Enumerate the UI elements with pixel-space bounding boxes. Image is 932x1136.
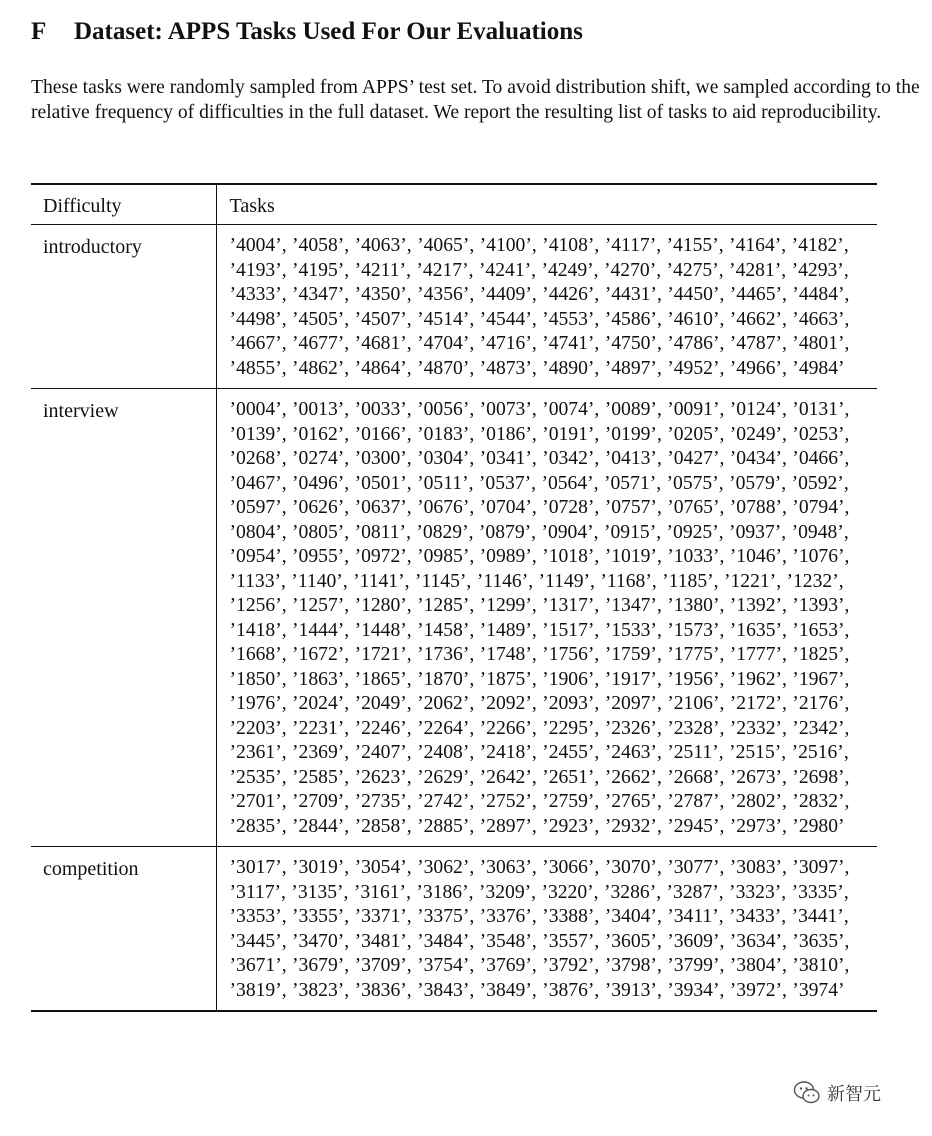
- tasks-table: [31, 183, 877, 1012]
- header-difficulty-label: Difficulty: [43, 195, 122, 217]
- table-row-interview: [31, 389, 877, 847]
- table-row-competition: [31, 847, 877, 1012]
- difficulty-cell: competition: [31, 847, 216, 1012]
- section-heading: [31, 18, 583, 46]
- tasks-table-wrapper: [31, 183, 877, 1012]
- tasks-list-introductory: ’4004’, ’4058’, ’4063’, ’4065’, ’4100’, ’4108’, ’4117’, ’4155’, ’4164’, ’4182’, ’4193’, ’4195’, ’4211’, ’4217’, ’4241’, ’4249’, ’4270’, ’4275’, ’4281’, ’4293’, ’4333’, ’4347’, ’4350’, ’4356’, ’4409’, ’4426’, ’4431’, ’4450’, ’4465’, ’4484’, ’4498’, ’4505’, ’4507’, ’4514’, ’4544’, ’4553’, ’4586’, ’4610’, ’4662’, ’4663’, ’4667’, ’4677’, ’4681’, ’4704’, ’4716’, ’4741’, ’4750’, ’4786’, ’4787’, ’4801’, ’4855’, ’4862’, ’4864’, ’4870’, ’4873’, ’4890’, ’4897’, ’4952’, ’4966’, ’4984’: [229, 235, 850, 379]
- section-number: F: [31, 18, 47, 45]
- tasks-list-interview: ’0004’, ’0013’, ’0033’, ’0056’, ’0073’, ’0074’, ’0089’, ’0091’, ’0124’, ’0131’, ’0139’, ’0162’, ’0166’, ’0183’, ’0186’, ’0191’, ’0199’, ’0205’, ’0249’, ’0253’, ’0268’, ’0274’, ’0300’, ’0304’, ’0341’, ’0342’, ’0413’, ’0427’, ’0434’, ’0466’, ’0467’, ’0496’, ’0501’, ’0511’, ’0537’, ’0564’, ’0571’, ’0575’, ’0579’, ’0592’, ’0597’, ’0626’, ’0637’, ’0676’, ’0704’, ’0728’, ’0757’, ’0765’, ’0788’, ’0794’, ’0804’, ’0805’, ’0811’, ’0829’, ’0879’, ’0904’, ’0915’, ’0925’, ’0937’, ’0948’, ’0954’, ’0955’, ’0972’, ’0985’, ’0989’, ’1018’, ’1019’, ’1033’, ’1046’, ’1076’, ’1133’, ’1140’, ’1141’, ’1145’, ’1146’, ’1149’, ’1168’, ’1185’, ’1221’, ’1232’, ’1256’, ’1257’, ’1280’, ’1285’, ’1299’, ’1317’, ’1347’, ’1380’, ’1392’, ’1393’, ’1418’, ’1444’, ’1448’, ’1458’, ’1489’, ’1517’, ’1533’, ’1573’, ’1635’, ’1653’, ’1668’, ’1672’, ’1721’, ’1736’, ’1748’, ’1756’, ’1759’, ’1775’, ’1777’, ’1825’, ’1850’, ’1863’, ’1865’, ’1870’, ’1875’, ’1906’, ’1917’, ’1956’, ’1962’, ’1967’, ’1976’, ’2024’, ’2049’, ’2062’, ’2092’, ’2093’, ’2097’, ’2106’, ’2172’, ’2176’, ’2203’, ’2231’, ’2246’, ’2264’, ’2266’, ’2295’, ’2326’, ’2328’, ’2332’, ’2342’, ’2361’, ’2369’, ’2407’, ’2408’, ’2418’, ’2455’, ’2463’, ’2511’, ’2515’, ’2516’, ’2535’, ’2585’, ’2623’, ’2629’, ’2642’, ’2651’, ’2662’, ’2668’, ’2673’, ’2698’, ’2701’, ’2709’, ’2735’, ’2742’, ’2752’, ’2759’, ’2765’, ’2787’, ’2802’, ’2832’, ’2835’, ’2844’, ’2858’, ’2885’, ’2897’, ’2923’, ’2932’, ’2945’, ’2973’, ’2980’: [229, 399, 850, 837]
- header-difficulty: [31, 184, 216, 225]
- table-header-row: [31, 184, 877, 225]
- tasks-list-competition: ’3017’, ’3019’, ’3054’, ’3062’, ’3063’, ’3066’, ’3070’, ’3077’, ’3083’, ’3097’, ’3117’, ’3135’, ’3161’, ’3186’, ’3209’, ’3220’, ’3286’, ’3287’, ’3323’, ’3335’, ’3353’, ’3355’, ’3371’, ’3375’, ’3376’, ’3388’, ’3404’, ’3411’, ’3433’, ’3441’, ’3445’, ’3470’, ’3481’, ’3484’, ’3548’, ’3557’, ’3605’, ’3609’, ’3634’, ’3635’, ’3671’, ’3679’, ’3709’, ’3754’, ’3769’, ’3792’, ’3798’, ’3799’, ’3804’, ’3810’, ’3819’, ’3823’, ’3836’, ’3843’, ’3849’, ’3876’, ’3913’, ’3934’, ’3972’, ’3974’: [229, 857, 850, 1001]
- tasks-cell: [216, 225, 877, 389]
- wechat-icon: [793, 1080, 821, 1106]
- intro-paragraph: These tasks were randomly sampled from APPS’ test set. To avoid distribution shift, we sampled according to the relative frequency of difficulties in the full dataset. We report the resulting list of tasks to aid reproducibility.: [31, 77, 920, 123]
- watermark: [793, 1080, 881, 1106]
- header-tasks: [216, 184, 877, 225]
- tasks-cell: [216, 847, 877, 1012]
- table-row-introductory: [31, 225, 877, 389]
- section-title: Dataset: APPS Tasks Used For Our Evaluations: [74, 18, 583, 45]
- header-tasks-label: Tasks: [229, 195, 275, 217]
- watermark-text: 新智元: [827, 1084, 881, 1105]
- difficulty-cell: introductory: [31, 225, 216, 389]
- difficulty-cell: interview: [31, 389, 216, 847]
- tasks-cell: [216, 389, 877, 847]
